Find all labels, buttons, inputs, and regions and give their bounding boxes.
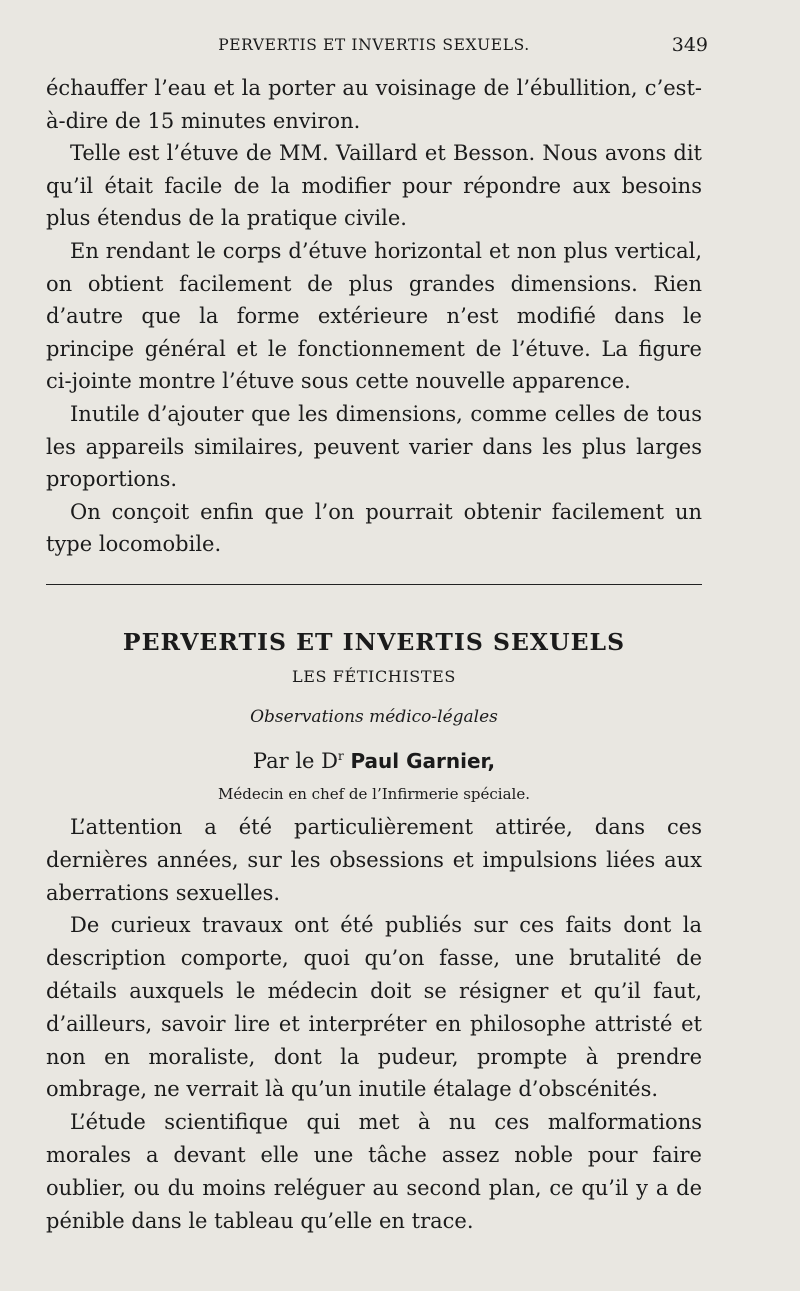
article-title: PERVERTIS ET INVERTIS SEXUELS <box>122 628 626 656</box>
paragraph: De curieux travaux ont été publiés sur ces faits dont la description comporte, quoi qu’on fasse, une brutalité de détails auxquels le médecin doit se résigner et qu’il faut, d’ailleurs, savoir lire et interpréter en philosophe attristé et non en moraliste, dont la pudeur, prompte à prendre ombrage, ne verrait là qu’un inutile étalage d’obscénités. <box>46 913 702 1102</box>
article-observations: Observations médico-légales <box>250 707 498 727</box>
paragraph: L’attention a été particulièrement attirée, dans ces dernières années, sur les obsessions et impulsions liées aux aberrations sexuelles. <box>46 815 702 905</box>
article-subtitle: LES FÉTICHISTES <box>292 667 456 686</box>
running-title: PERVERTIS ET INVERTIS SEXUELS. <box>218 36 530 54</box>
paragraph: Telle est l’étuve de MM. Vaillard et Besson. Nous avons dit qu’il était facile de la modifier pour répondre aux besoins plus étendus de la pratique civile. <box>46 141 702 231</box>
paragraph: L’étude scientifique qui met à nu ces malformations morales a devant elle une tâche assez noble pour faire oublier, ou du moins reléguer au second plan, ce qu’il y a de pénible dans le tableau qu’elle en trace. <box>46 1110 702 1233</box>
article-author <box>46 742 702 775</box>
running-head <box>46 34 708 62</box>
author-sup: r <box>338 749 344 763</box>
paragraph: Inutile d’ajouter que les dimensions, comme celles de tous les appareils similaires, peuvent varier dans les plus larges proportions. <box>46 401 702 492</box>
article <box>46 626 702 1237</box>
section-divider <box>46 584 702 585</box>
author-name: Paul Garnier, <box>350 749 496 773</box>
paragraph: En rendant le corps d’étuve horizontal et non plus vertical, on obtient facilement de plus grandes dimensions. Rien d’autre que la forme extérieure n’est modifié dans le principe général et le fonctionnement de l’étuve. La figure ci-jointe montre l’étuve sous cette nouvelle apparence. <box>46 238 702 394</box>
paragraph: On conçoit enfin que l’on pourrait obtenir facilement un type locomobile. <box>46 499 702 557</box>
page-number: 349 <box>671 34 708 56</box>
continued-text <box>46 72 702 561</box>
author-role: Médecin en chef de l’Infirmerie spéciale. <box>218 785 530 803</box>
author-prefix: Par le D <box>252 749 338 773</box>
paragraph: échauffer l’eau et la porter au voisinage de l’ébullition, c’est-à-dire de 15 minutes environ. <box>46 76 702 133</box>
